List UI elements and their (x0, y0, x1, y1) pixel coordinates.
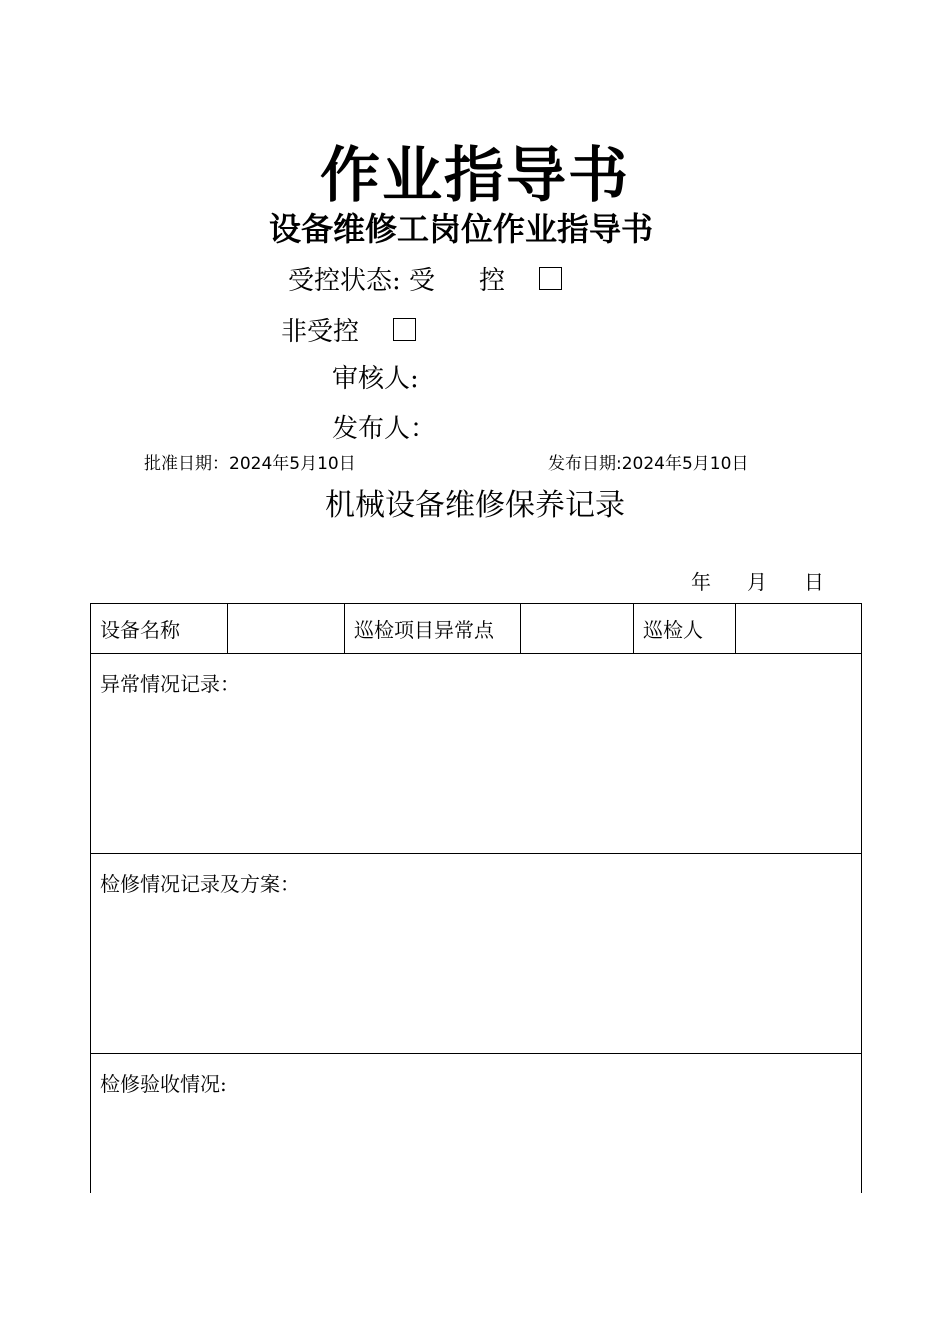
table-row (91, 1054, 862, 1194)
acceptance-label: 检修验收情况: (100, 1072, 227, 1096)
abnormal-record-cell[interactable] (91, 654, 862, 854)
reviewer-label: 审核人: (332, 364, 419, 394)
controlled-checkbox[interactable] (539, 267, 562, 290)
repair-record-cell[interactable] (91, 854, 862, 1054)
record-title: 机械设备维修保养记录 (325, 488, 625, 523)
uncontrolled-checkbox[interactable] (393, 318, 416, 341)
controlled-label: 控 (479, 266, 506, 296)
inspector-label: 巡检人 (634, 604, 736, 654)
control-status-label: 受控状态: 受 (288, 266, 436, 296)
table-row (91, 654, 862, 854)
equipment-name-field[interactable] (228, 604, 345, 654)
day-label: 日 (804, 570, 824, 594)
equipment-name-label: 设备名称 (91, 604, 228, 654)
uncontrolled-label: 非受控 (281, 317, 360, 347)
abnormal-record-label: 异常情况记录： (100, 672, 240, 696)
repair-record-label: 检修情况记录及方案： (100, 872, 300, 896)
table-row (91, 604, 862, 654)
document-subtitle: 设备维修工岗位作业指导书 (268, 210, 653, 248)
inspector-field[interactable] (736, 604, 862, 654)
year-label: 年 (691, 570, 711, 594)
month-label: 月 (747, 570, 767, 594)
release-date: 发布日期:2024年5月10日 (548, 454, 749, 474)
control-status-line (288, 260, 562, 297)
table-row (91, 854, 862, 1054)
inspection-abnormal-label: 巡检项目异常点 (345, 604, 521, 654)
document-title: 作业指导书 (320, 141, 630, 211)
uncontrolled-line (281, 311, 416, 348)
maintenance-record-table (90, 603, 862, 1193)
inspection-abnormal-field[interactable] (521, 604, 634, 654)
approval-date: 批准日期：2024年5月10日 (144, 454, 356, 474)
acceptance-cell[interactable] (91, 1054, 862, 1194)
publisher-label: 发布人： (332, 414, 437, 444)
